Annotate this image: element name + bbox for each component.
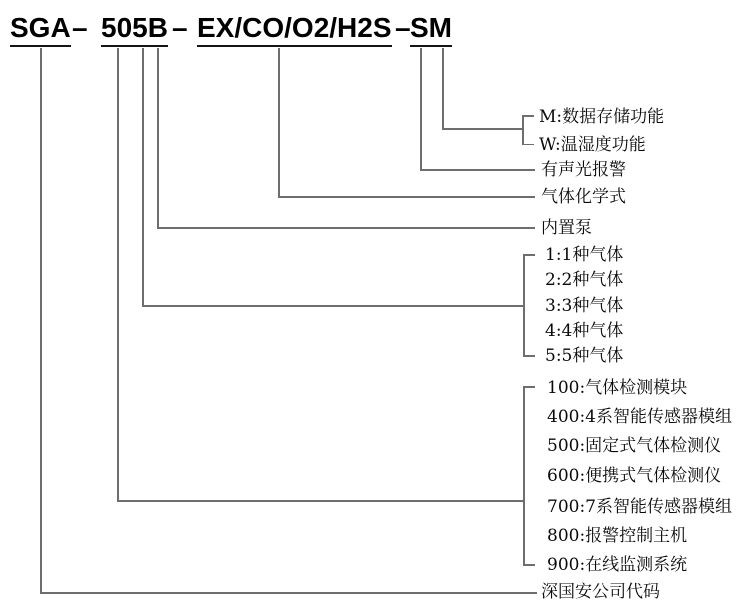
bracket-gascount-tick-bottom <box>523 355 535 357</box>
connector-suffix-vline <box>442 48 444 129</box>
bracket-series-vline <box>523 386 525 565</box>
bracket-suffix-vline <box>522 115 524 145</box>
connector-company-vline <box>40 48 42 593</box>
label-humidity-function: W:温湿度功能 <box>539 135 646 155</box>
connector-pump-vline <box>157 48 159 228</box>
label-gas-count-1: 1:1种气体 <box>545 245 624 265</box>
label-alarm: 有声光报警 <box>541 160 626 180</box>
label-storage-function: M:数据存储功能 <box>539 107 665 127</box>
label-series-900: 900:在线监测系统 <box>547 555 688 575</box>
label-gas-count-4: 4:4种气体 <box>545 321 624 341</box>
connector-company-hline <box>40 592 537 594</box>
code-separator-3: – <box>395 12 411 43</box>
code-segment-suffix: SM <box>410 14 452 47</box>
connector-suffix-hline <box>442 128 523 130</box>
connector-alarm-hline <box>420 169 535 171</box>
bracket-series-tick-bottom <box>523 564 535 566</box>
code-separator-2: – <box>172 12 188 43</box>
label-series-500: 500:固定式气体检测仪 <box>547 436 722 456</box>
label-gas-count-2: 2:2种气体 <box>545 270 624 290</box>
code-segment-gases: EX/CO/O2/H2S <box>197 14 392 47</box>
bracket-suffix-tick-bottom <box>522 144 534 146</box>
connector-gascount-hline <box>142 305 524 307</box>
label-series-600: 600:便携式气体检测仪 <box>547 466 722 486</box>
connector-gascount-vline <box>142 48 144 306</box>
connector-alarm-vline <box>420 48 422 170</box>
label-chemical-formula: 气体化学式 <box>541 187 626 207</box>
bracket-gascount-vline <box>523 254 525 356</box>
label-series-400: 400:4系智能传感器模组 <box>547 407 732 427</box>
label-series-100: 100:气体检测模块 <box>547 378 688 398</box>
label-builtin-pump: 内置泵 <box>541 218 592 238</box>
label-series-800: 800:报警控制主机 <box>547 526 688 546</box>
bracket-gascount-tick-top <box>523 254 535 256</box>
label-gas-count-3: 3:3种气体 <box>545 296 624 316</box>
connector-pump-hline <box>157 227 535 229</box>
connector-chemical-vline <box>278 48 280 197</box>
label-gas-count-5: 5:5种气体 <box>545 346 624 366</box>
code-segment-model: 505B <box>101 14 168 47</box>
connector-chemical-hline <box>278 196 535 198</box>
bracket-series-tick-top <box>523 386 535 388</box>
bracket-suffix-tick-top <box>522 115 534 117</box>
label-series-700: 700:7系智能传感器模组 <box>547 497 732 517</box>
code-separator-1: – <box>72 12 88 43</box>
connector-series-hline <box>117 500 524 502</box>
code-segment-brand: SGA <box>10 14 71 47</box>
connector-series-vline <box>117 48 119 501</box>
label-company-code: 深国安公司代码 <box>541 582 660 602</box>
